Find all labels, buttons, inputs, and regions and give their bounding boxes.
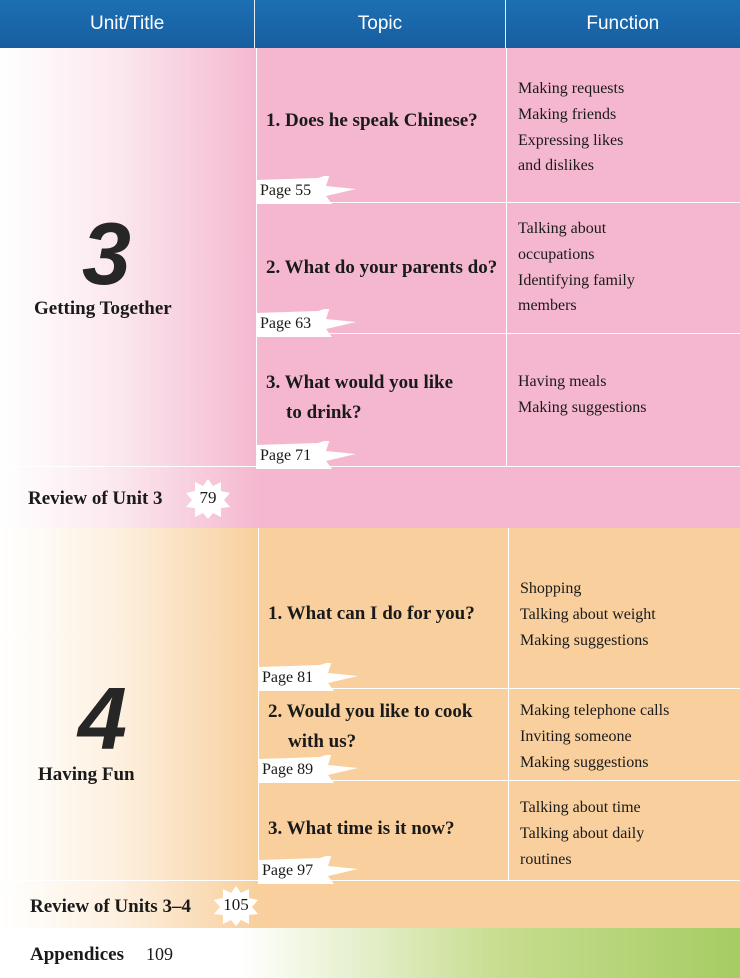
function-item: Identifying family	[518, 271, 635, 289]
unit3-lesson3-topic: 3. What would you like to drink?	[266, 372, 454, 423]
function-item: Making suggestions	[518, 398, 647, 416]
function-item: Making suggestions	[520, 631, 649, 649]
function-item: Talking about time	[520, 799, 641, 816]
function-item: Talking about daily	[520, 824, 645, 842]
function-item: and dislikes	[518, 157, 594, 175]
function-item: Making telephone calls	[520, 702, 670, 719]
function-item: Expressing likes	[518, 131, 624, 149]
unit3-number: 3	[82, 204, 131, 303]
table-header	[0, 0, 740, 48]
unit3-lesson2-topic: 2. What do your parents do?	[266, 257, 498, 278]
unit3-title: Getting Together	[34, 298, 172, 319]
function-item: members	[518, 297, 577, 315]
unit3-lesson2-page[interactable]: Page 63	[256, 309, 366, 339]
unit3-lesson3-page[interactable]: Page 71	[256, 441, 366, 471]
unit4-review-label[interactable]: Review of Units 3–4	[30, 896, 191, 917]
divider	[506, 48, 507, 466]
function-item: Shopping	[520, 580, 582, 597]
unit3-lesson1-page[interactable]: Page 55	[256, 176, 366, 206]
unit4-number: 4	[78, 669, 127, 768]
unit3-lesson1-topic: 1. Does he speak Chinese?	[266, 110, 478, 131]
unit4-lesson1-functions	[520, 576, 656, 653]
unit4-lesson3-page[interactable]: Page 97	[258, 856, 368, 886]
unit4-lesson2-topic: 2. Would you like to cook with us?	[268, 701, 473, 752]
divider	[0, 466, 740, 467]
divider	[0, 880, 740, 881]
divider	[256, 48, 257, 466]
unit3-lesson3-functions	[518, 369, 646, 421]
unit4-lesson3-functions	[520, 795, 644, 872]
unit4-lesson1-topic: 1. What can I do for you?	[268, 603, 475, 624]
function-item: Having meals	[518, 373, 607, 390]
function-item: routines	[520, 850, 572, 868]
unit3-review-label[interactable]: Review of Unit 3	[28, 488, 163, 509]
unit3-review-page[interactable]: 79	[186, 479, 230, 519]
function-item: Talking about	[518, 220, 607, 237]
function-item: Making suggestions	[520, 753, 649, 771]
header-unit-title: Unit/Title	[0, 0, 255, 48]
divider	[508, 528, 509, 880]
function-item: Talking about weight	[520, 605, 656, 623]
function-item: Making requests	[518, 80, 625, 97]
unit4-title: Having Fun	[38, 764, 135, 785]
function-item: Inviting someone	[520, 727, 632, 745]
header-topic: Topic	[255, 0, 505, 48]
appendices-label[interactable]: Appendices	[30, 944, 124, 965]
header-function: Function	[586, 13, 660, 34]
unit3-lesson2-functions	[518, 216, 635, 319]
unit3-lesson1-functions	[518, 76, 624, 179]
unit4-lesson2-page[interactable]: Page 89	[258, 755, 368, 785]
function-item: occupations	[518, 245, 595, 263]
unit4-lesson1-page[interactable]: Page 81	[258, 663, 368, 693]
divider	[258, 528, 259, 880]
unit4-lesson2-functions	[520, 698, 669, 775]
function-item: Making friends	[518, 105, 617, 123]
appendices-page[interactable]: 109	[146, 944, 173, 964]
unit4-lesson3-topic: 3. What time is it now?	[268, 818, 455, 839]
unit4-review-page[interactable]: 105	[214, 886, 258, 926]
